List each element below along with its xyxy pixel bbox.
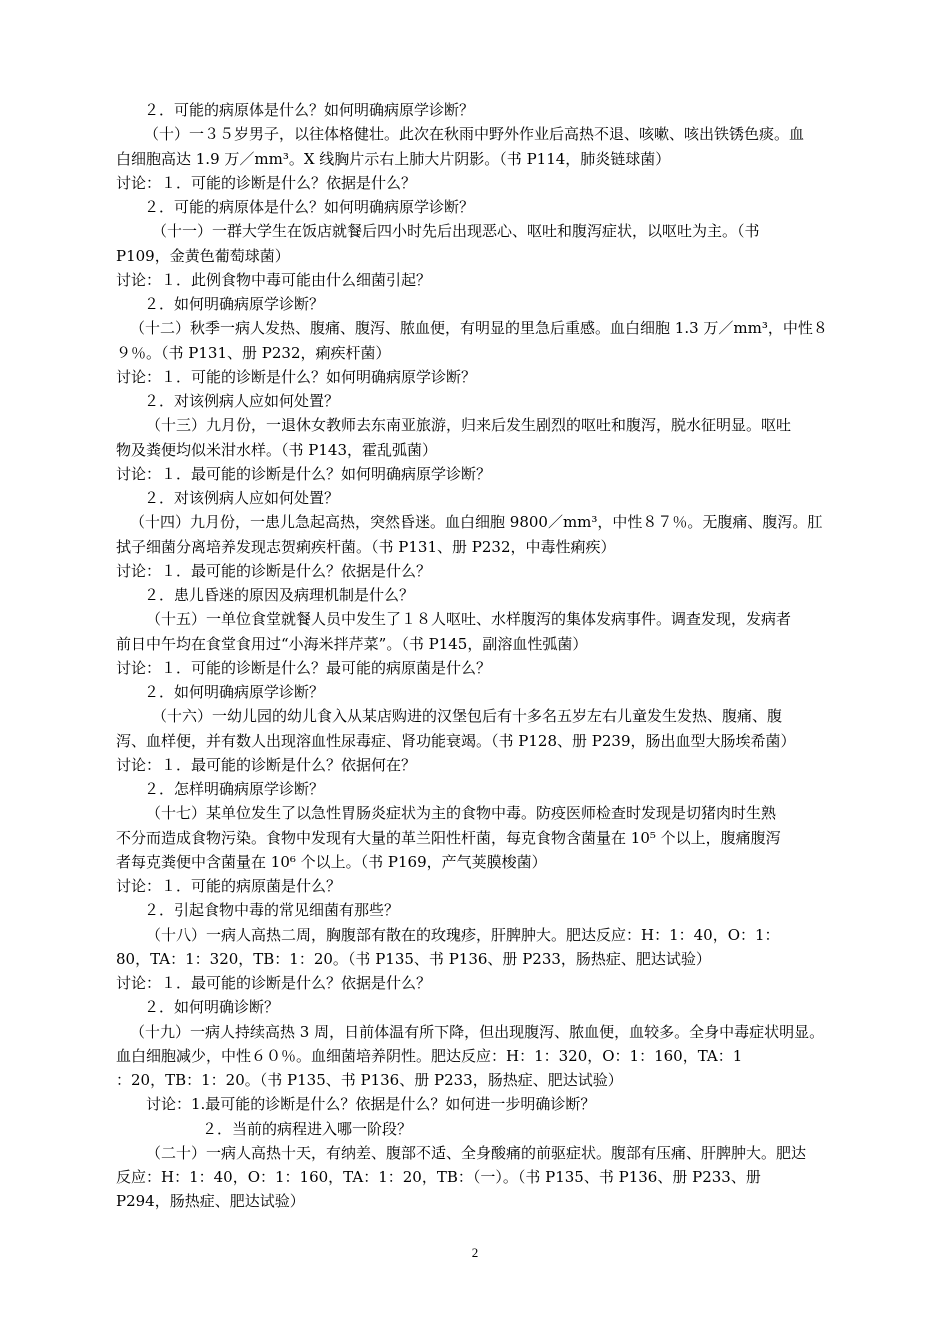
- text-line: （十九）一病人持续高热 3 周，日前体温有所下降，但出现腹泻、脓血便，血较多。全身中毒症状明显。: [130, 1022, 825, 1041]
- text-line: 前日中午均在食堂食用过“小海米拌芹菜”。（书 P145，副溶血性弧菌）: [116, 634, 588, 653]
- text-line: ２．当前的病程进入哪一阶段？: [202, 1119, 413, 1138]
- text-line: 讨论：１．最可能的诊断是什么？依据是什么？: [116, 561, 432, 580]
- text-line: P294，肠热症、肥达试验）: [116, 1192, 305, 1211]
- text-line: ２．可能的病原体是什么？如何明确病原学诊断？: [144, 198, 475, 216]
- text-line: ２．如何明确病原学诊断？: [144, 295, 325, 313]
- text-line: 者每克粪便中含菌量在 10⁶ 个以上。（书 P169，产气荚膜梭菌）: [116, 852, 547, 871]
- text-line: ２．患儿昏迷的原因及病理机制是什么？: [144, 586, 415, 604]
- text-line: ２．对该例病人应如何处置？: [144, 392, 340, 410]
- text-line: 讨论：１．此例食物中毒可能由什么细菌引起？: [116, 270, 432, 289]
- text-line: （十六）一幼儿园的幼儿食入从某店购进的汉堡包后有十多名五岁左右儿童发生发热、腹痛、腹: [152, 707, 783, 726]
- text-line: 讨论：１．可能的诊断是什么？依据是什么？: [116, 173, 417, 192]
- text-line: （十八）一病人高热二周，胸腹部有散在的玫瑰疹，肝脾肿大。肥达反应：H：1：40，O：1：: [146, 925, 780, 944]
- text-line: （十一）一群大学生在饭店就餐后四小时先后出现恶心、呕吐和腹泻症状，以呕吐为主。（书: [152, 222, 760, 241]
- text-line: 讨论：１．可能的病原菌是什么？: [116, 877, 342, 895]
- text-line: （二十）一病人高热十天，有纳差、腹部不适、全身酸痛的前驱症状。腹部有压痛、肝脾肿大。肥达: [146, 1143, 807, 1162]
- text-line: （十四）九月份，一患儿急起高热，突然昏迷。血白细胞 9800／mm³，中性８７％。无腹痛、腹泻。肛: [130, 513, 823, 532]
- text-line: ２．怎样明确病原学诊断？: [144, 780, 325, 798]
- text-line: 讨论：１．最可能的诊断是什么？如何明确病原学诊断？: [116, 464, 492, 483]
- text-line: ２．如何明确诊断？: [144, 998, 280, 1017]
- text-line: 泻、血样便，并有数人出现溶血性尿毒症、肾功能衰竭。（书 P128、册 P239，肠出血型大肠埃希菌）: [116, 731, 796, 750]
- text-line: 物及粪便均似米泔水样。（书 P143，霍乱弧菌）: [116, 440, 437, 459]
- text-line: 反应：H：1：40，O：1：160，TA：1：20，TB：（一）。（书 P135、书 P136、册 P233、册: [116, 1168, 761, 1186]
- text-line: ２．引起食物中毒的常见细菌有那些？: [144, 901, 400, 920]
- text-line: ２．如何明确病原学诊断？: [144, 683, 325, 701]
- text-line: ２．对该例病人应如何处置？: [144, 489, 340, 507]
- text-line: 讨论：１．可能的诊断是什么？如何明确病原学诊断？: [116, 367, 477, 386]
- text-line: 80，TA：1：320，TB：1：20。（书 P135、书 P136、册 P233，肠热症、肥达试验）: [116, 949, 711, 968]
- text-line: ２．可能的病原体是什么？如何明确病原学诊断？: [144, 101, 475, 119]
- text-line: 讨论：１．最可能的诊断是什么？依据何在？: [116, 755, 417, 774]
- text-line: ：20，TB：1：20。（书 P135、书 P136、册 P233，肠热症、肥达试验）: [116, 1071, 623, 1089]
- text-line: 拭子细菌分离培养发现志贺痢疾杆菌。（书 P131、册 P232，中毒性痢疾）: [116, 537, 616, 556]
- text-line: （十）一３５岁男子，以往体格健壮。此次在秋雨中野外作业后高热不退、咳嗽、咳出铁锈色痰。血: [144, 125, 805, 144]
- text-line: （十二）秋季一病人发热、腹痛、腹泻、脓血便，有明显的里急后重感。血白细胞 1.3 万／mm³，中性８: [130, 319, 828, 338]
- text-line: 讨论：1.最可能的诊断是什么？依据是什么？如何进一步明确诊断？: [146, 1095, 596, 1114]
- text-line: 血白细胞减少，中性６０％。血细菌培养阴性。肥达反应：H：1：320，O：1：160，TA：1: [116, 1046, 743, 1065]
- text-line: 讨论：１．最可能的诊断是什么？依据是什么？: [116, 974, 432, 992]
- text-line: （十三）九月份，一退休女教师去东南亚旅游，归来后发生剧烈的呕吐和腹泻，脱水征明显。呕吐: [146, 416, 792, 435]
- document-body: [116, 98, 840, 1214]
- text-line: 白细胞高达 1.9 万／mm³。X 线胸片示右上肺大片阴影。（书 P114，肺炎链球菌）: [116, 149, 671, 168]
- text-line: ９％。（书 P131、册 P232，痢疾杆菌）: [116, 343, 391, 362]
- text-line: P109，金黄色葡萄球菌）: [116, 246, 290, 265]
- text-line: 讨论：１．可能的诊断是什么？最可能的病原菌是什么？: [116, 658, 492, 677]
- page-number: 2: [471, 1245, 479, 1260]
- text-line: （十七）某单位发生了以急性胃肠炎症状为主的食物中毒。防疫医师检查时发现是切猪肉时生熟: [146, 804, 777, 823]
- text-line: 不分而造成食物污染。食物中发现有大量的革兰阳性杆菌，每克食物含菌量在 10⁵ 个以上，腹痛腹泻: [116, 828, 781, 847]
- text-line: （十五）一单位食堂就餐人员中发生了１８人呕吐、水样腹泻的集体发病事件。调查发现，发病者: [146, 610, 792, 629]
